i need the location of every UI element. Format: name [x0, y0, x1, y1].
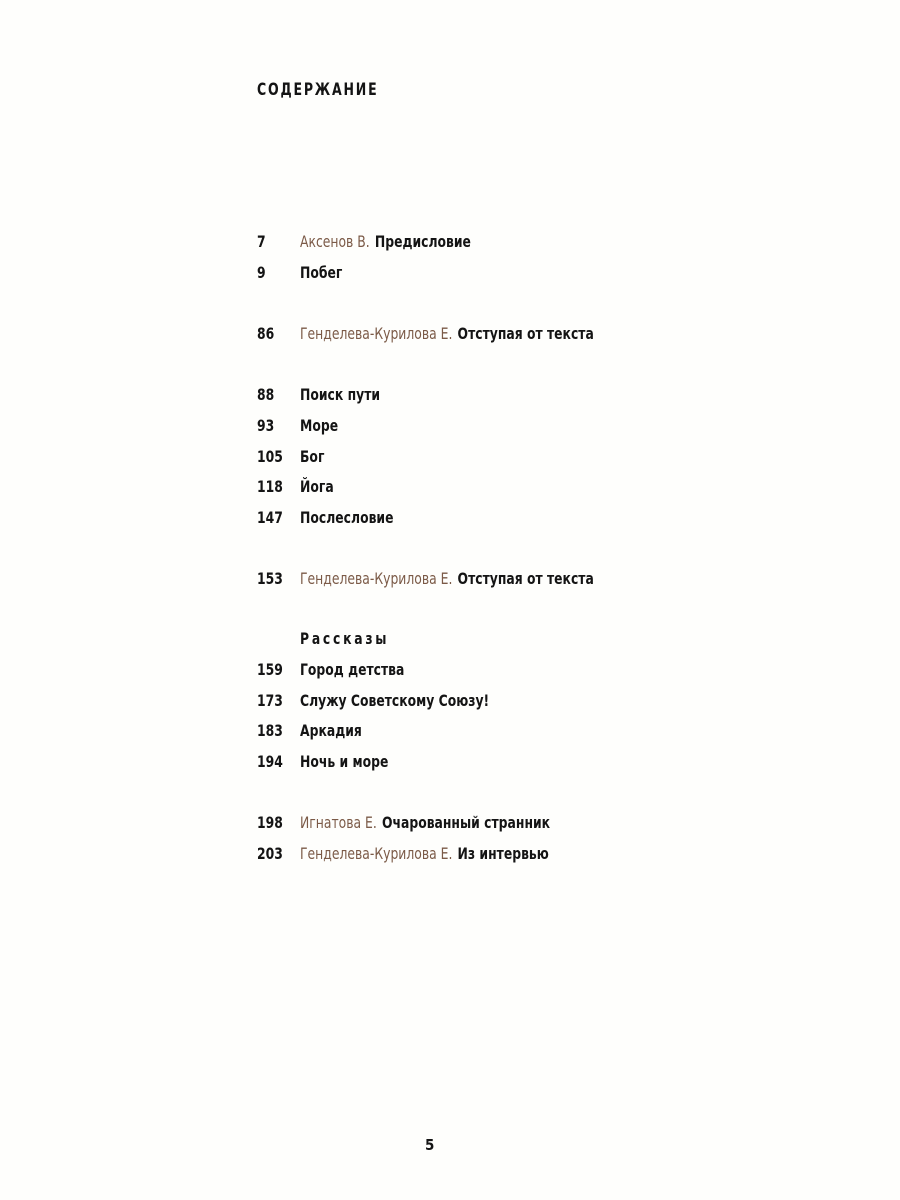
- toc-entry-text: [300, 475, 334, 499]
- page-number: 5: [425, 1136, 435, 1154]
- toc-title: Поиск пути: [300, 385, 381, 404]
- toc-entry-text: [300, 445, 324, 469]
- toc-page-number: 105: [257, 447, 283, 466]
- toc-author: Генделева-Курилова Е.: [300, 324, 453, 343]
- toc-author: Аксенов В.: [300, 232, 370, 251]
- toc-title: Из интервью: [457, 844, 549, 863]
- page-title: СОДЕРЖАНИЕ: [257, 80, 379, 100]
- toc-entry-text: [300, 261, 342, 285]
- toc-title: Предисловие: [374, 232, 471, 251]
- toc-entry-text: [300, 658, 404, 682]
- toc-author: Генделева-Курилова Е.: [300, 844, 453, 863]
- toc-page-number: 7: [257, 232, 266, 251]
- toc-page-number: 203: [257, 844, 283, 863]
- toc-title: Послесловие: [300, 508, 394, 527]
- section-heading-stories: Рассказы: [300, 629, 390, 648]
- toc-entry-text: [300, 230, 471, 254]
- toc-page-number: 173: [257, 691, 283, 710]
- toc-title: Отступая от текста: [457, 324, 594, 343]
- toc-page-number: 153: [257, 569, 283, 588]
- toc-entry-text: [300, 414, 338, 438]
- toc-page-number: 183: [257, 721, 283, 740]
- toc-title: Очарованный странник: [381, 813, 551, 832]
- toc-entry-text: [300, 750, 388, 774]
- toc-page-number: 88: [257, 385, 275, 404]
- toc-page-number: 198: [257, 813, 283, 832]
- toc-author: Генделева-Курилова Е.: [300, 569, 453, 588]
- toc-page-number: 194: [257, 752, 283, 771]
- toc-page-number: 86: [257, 324, 275, 343]
- toc-title: Побег: [300, 263, 343, 282]
- toc-page-number: 118: [257, 477, 283, 496]
- toc-page-number: 93: [257, 416, 275, 435]
- toc-entry-text: [300, 811, 550, 835]
- toc-page-number: 147: [257, 508, 283, 527]
- toc-title: Море: [300, 416, 339, 435]
- toc-title: Йога: [300, 477, 334, 496]
- toc-title: Служу Советскому Союзу!: [300, 691, 490, 710]
- toc-title: Отступая от текста: [457, 569, 594, 588]
- toc-entry-text: [300, 383, 380, 407]
- toc-entry-text: [300, 506, 393, 530]
- toc-author: Игнатова Е.: [300, 813, 377, 832]
- toc-entry-text: [300, 322, 594, 346]
- toc-entry-text: [300, 689, 489, 713]
- toc-entry-text: [300, 842, 549, 866]
- toc-page-number: 159: [257, 660, 283, 679]
- toc-title: Ночь и море: [300, 752, 389, 771]
- toc-page-number: 9: [257, 263, 266, 282]
- toc-title: Бог: [300, 447, 325, 466]
- toc-entry-text: [300, 567, 594, 591]
- toc-title: Город детства: [300, 660, 405, 679]
- toc-entry-text: [300, 719, 362, 743]
- toc-title: Аркадия: [300, 721, 362, 740]
